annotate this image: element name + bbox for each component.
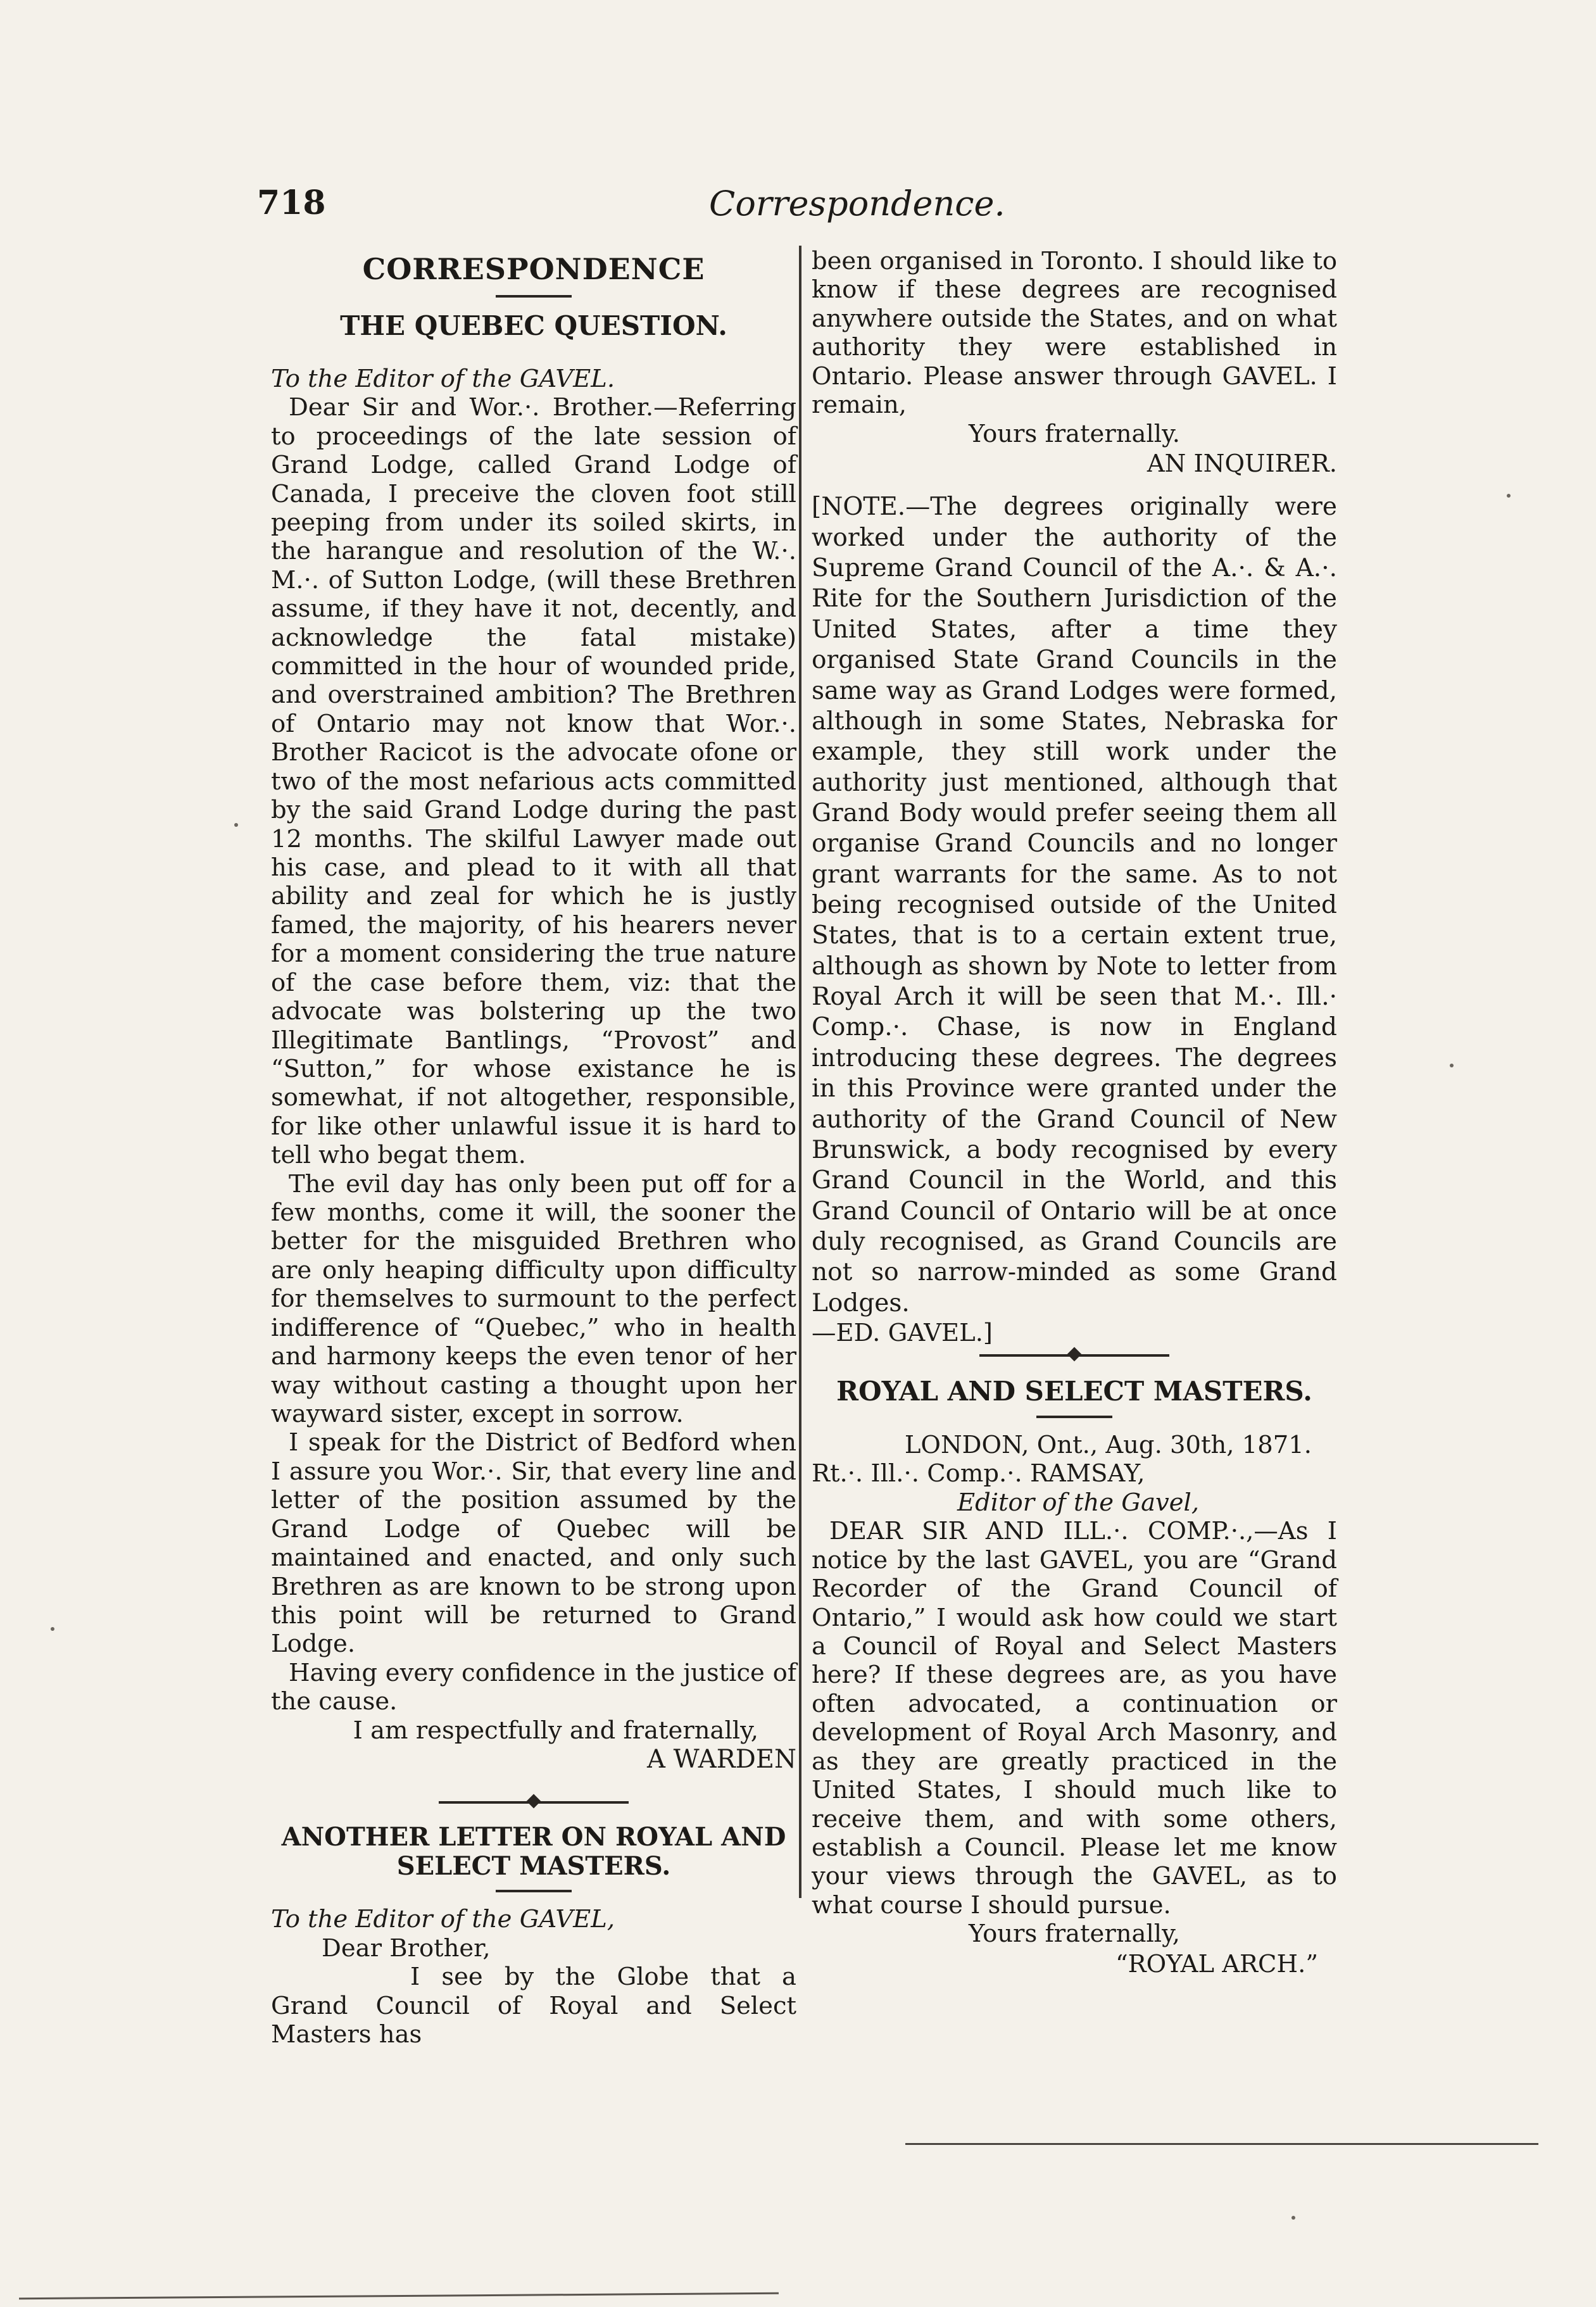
letter-addressee: Rt.·. Ill.·. Comp.·. RAMSAY, bbox=[812, 1459, 1145, 1488]
body-paragraph: The evil day has only been put off for a few months, come it will, the sooner the better for the misguided Brethren who are only heaping difficulty upon difficulty for themselves to surmount to the perfect indifference of “Quebec,” who in health and harmony keeps the even tenor of her way without casting a thought upon her wayward sister, except in sorrow. bbox=[271, 1169, 796, 1428]
article-title-royal-select-masters: ROYAL AND SELECT MASTERS. bbox=[836, 1375, 1312, 1407]
letter-signature: A WARDEN bbox=[647, 1745, 796, 1775]
right-column bbox=[812, 247, 1337, 1978]
ink-speck bbox=[1291, 2216, 1295, 2220]
ink-speck bbox=[1450, 1064, 1454, 1067]
editor-note-signature: —ED. GAVEL.] bbox=[812, 1319, 993, 1348]
letter-closing: Yours fraternally. bbox=[969, 419, 1180, 448]
bottom-rule bbox=[905, 2143, 1538, 2145]
ornament-rule bbox=[439, 1801, 629, 1804]
letter-address: To the Editor of the GAVEL, bbox=[271, 1905, 615, 1934]
body-paragraph: Dear Sir and Wor.·. Brother.—Referring to proceedings of the late session of Grand Lodge, called Grand Lodge of Canada, I preceive the cloven foot still peeping from under its soiled skirts, in the harangue and resolution of the W.·. M.·. of Sutton Lodge, (will these Brethren assume, if they have it not, decently, and acknowledge the fatal mistake) committed in the hour of wounded pride, and overstrained ambition? The Brethren of Ontario may not know that Wor.·. Brother Racicot is the advocate ofone or two of the most nefarious acts committed by the said Grand Lodge during the past 12 months. The skilful Lawyer made out his case, and plead to it with all that ability and zeal for which he is justly famed, the majority, of his hearers never for a moment considering the true nature of the case before them, viz: that the advocate was bolstering up the two Illegitimate Bantlings, “Provost” and “Sutton,” for whose existance he is somewhat, if not altogether, responsible, for like other unlawful issue it is hard to tell who begat them. bbox=[271, 393, 796, 1170]
ink-speck bbox=[51, 1627, 54, 1631]
ornament-rule bbox=[979, 1354, 1169, 1357]
body-paragraph: been organised in Toronto. I should like to know if these degrees are recognised anywhere outside the States, and on what authority they were established in Ontario. Please answer through GAVEL. I remain, bbox=[812, 247, 1337, 420]
running-title: Correspondence. bbox=[709, 184, 1005, 223]
title-rule bbox=[496, 1890, 572, 1892]
bottom-edge-rule bbox=[19, 2292, 779, 2299]
body-paragraph: Having every confidence in the justice of the cause. bbox=[271, 1658, 796, 1716]
editor-note: [NOTE.—The degrees originally were worked under the authority of the Supreme Grand Council of the A.·. & A.·. Rite for the Southern Jurisdiction of the United States, after a time they organised State Grand Councils in the same way as Grand Lodges were formed, although in some States, Nebraska for example, they still work under the authority just mentioned, although that Grand Body would prefer seeing them all organise Grand Councils and no longer grant warrants for the same. As to not being recognised outside of the United States, that is to a certain extent true, although as shown by Note to letter from Royal Arch it will be seen that M.·. Ill.· Comp.·. Chase, is now in England introducing these degrees. The degrees in this Province were granted under the authority of the Grand Council of New Brunswick, a body recognised by every Grand Council in the World, and this Grand Council of Ontario will be at once duly recognised, as Grand Councils are not so narrow-minded as some Grand Lodges. bbox=[812, 493, 1337, 1317]
body-paragraph: I speak for the District of Bedford when I assure you Wor.·. Sir, that every line and letter of the position assumed by the Grand Lodge of Quebec will be maintained and enacted, and only such Brethren as are known to be strong upon this point will be returned to Grand Lodge. bbox=[271, 1428, 796, 1659]
letter-signature: “ROYAL ARCH.” bbox=[1115, 1949, 1318, 1978]
section-title: CORRESPONDENCE bbox=[362, 252, 705, 286]
ink-speck bbox=[234, 823, 238, 827]
letter-salutation: Dear Brother, bbox=[322, 1933, 491, 1963]
body-paragraph: DEAR SIR AND ILL.·. COMP.·.,—As I notice by the last GAVEL, you are “Grand Recorder of the Grand Council of Ontario,” I would ask how could we start a Council of Royal and Select Masters here? If these degrees are, as you have often advocated, a continuation or development of Royal Arch Masonry, and as they are greatly practiced in the United States, I should much like to receive them, and with some others, establish a Council. Please let me know your views through the GAVEL, as to what course I should pursue. bbox=[812, 1517, 1337, 1920]
page-number: 718 bbox=[257, 184, 326, 222]
title-rule bbox=[1036, 1416, 1112, 1418]
letter-addressee-role: Editor of the Gavel, bbox=[957, 1488, 1200, 1517]
body-paragraph: I see by the Globe that a Grand Council of Royal and Select Masters has bbox=[271, 1963, 796, 2049]
title-rule bbox=[496, 295, 572, 298]
letter-closing: I am respectfully and fraternally, bbox=[353, 1716, 758, 1745]
letter-closing: Yours fraternally, bbox=[969, 1920, 1180, 1949]
article-title-another-letter: ANOTHER LETTER ON ROYAL AND SELECT MASTERS. bbox=[281, 1822, 786, 1882]
letter-address: To the Editor of the GAVEL. bbox=[271, 364, 615, 393]
letter-signature: AN INQUIRER. bbox=[1147, 449, 1337, 478]
left-column bbox=[271, 247, 796, 2049]
ink-speck bbox=[1507, 494, 1511, 498]
article-title-quebec-question: THE QUEBEC QUESTION. bbox=[340, 310, 727, 342]
column-divider bbox=[799, 246, 801, 1898]
letter-dateline: LONDON, Ont., Aug. 30th, 1871. bbox=[904, 1431, 1312, 1460]
